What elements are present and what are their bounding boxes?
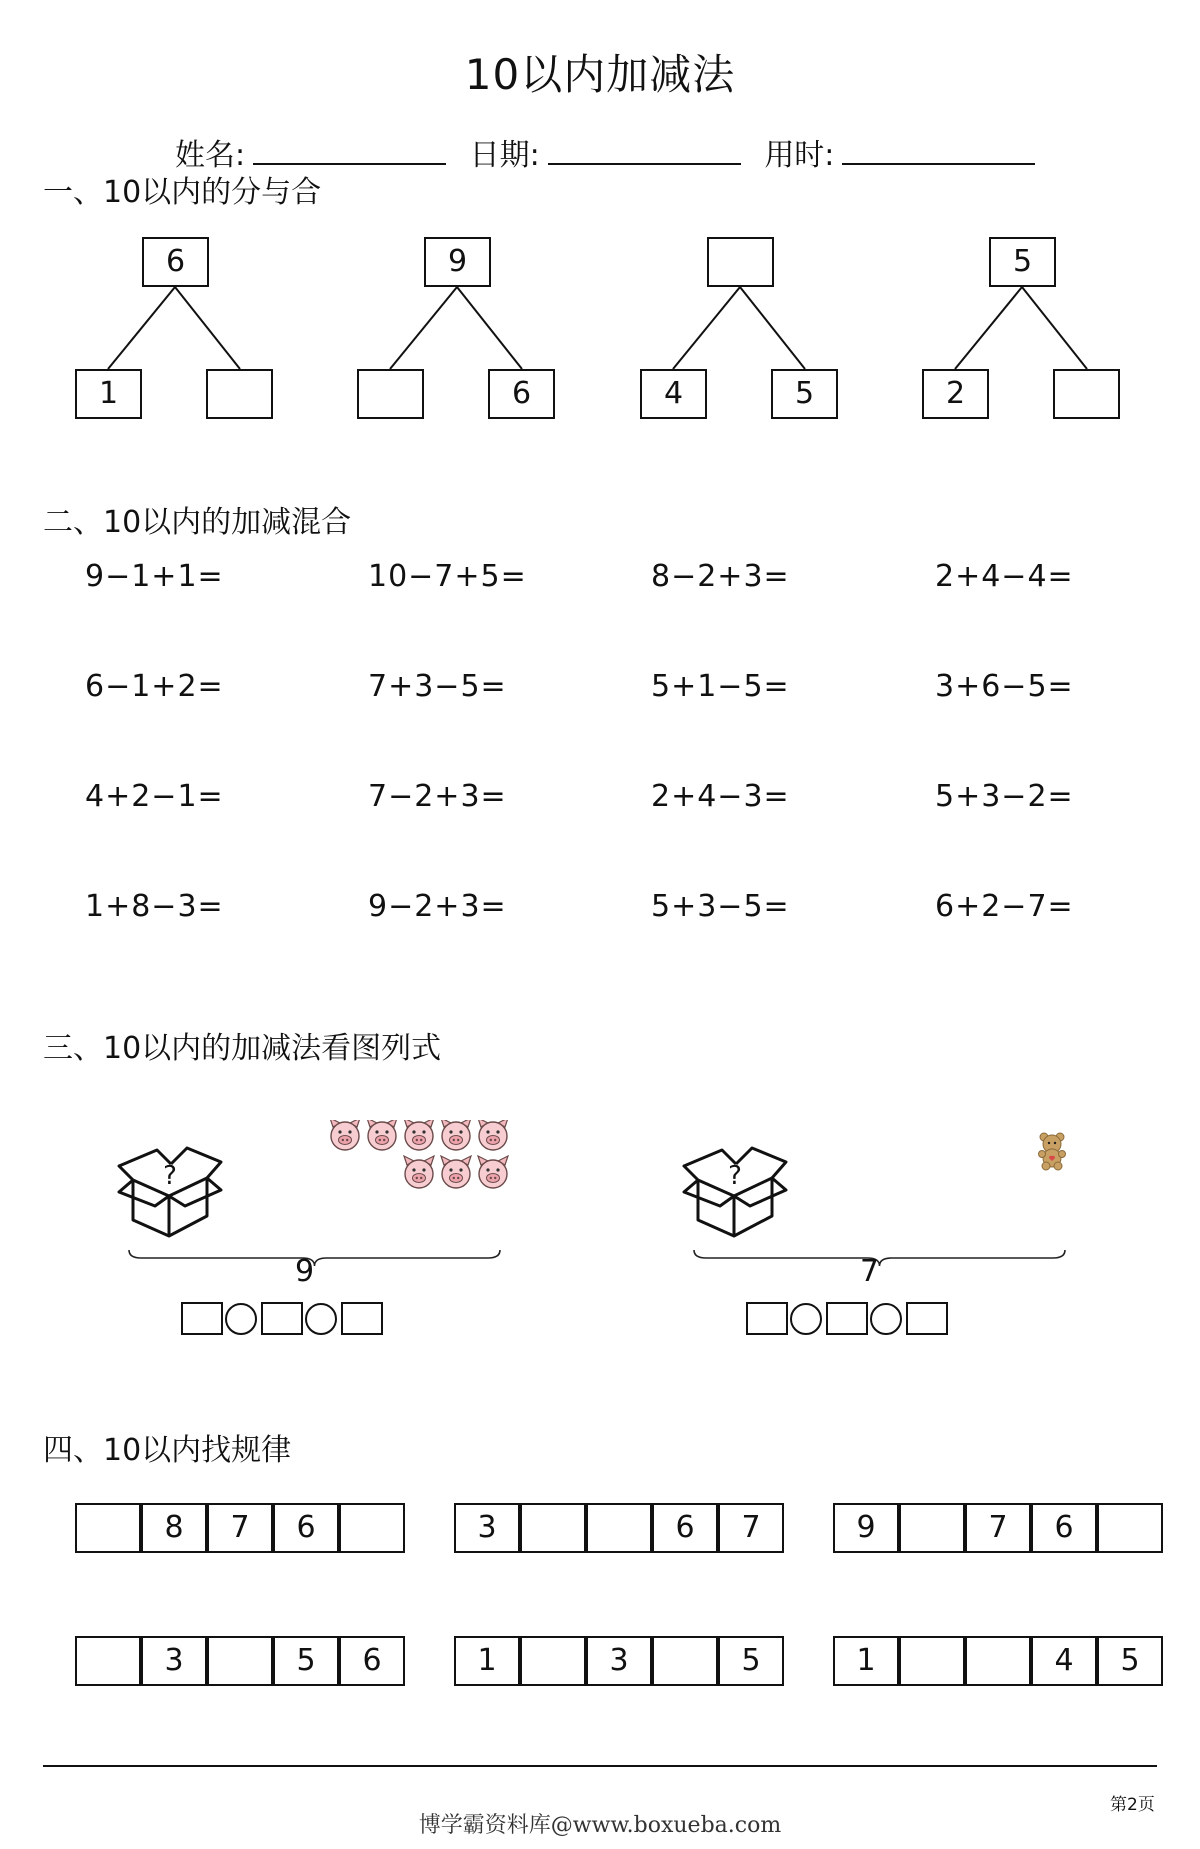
bond-right-box: 6 — [488, 369, 555, 419]
equation: 10−7+5= — [368, 559, 527, 594]
pattern-blank-cell[interactable] — [1097, 1503, 1163, 1553]
bond-right-box[interactable] — [206, 369, 273, 419]
pig-icon — [441, 1156, 471, 1188]
section-3-title: 三、10以内的加减法看图列式 — [43, 1031, 442, 1066]
watermark: 博学霸资料库@www.boxueba.com — [418, 1813, 782, 1838]
equation: 9−1+1= — [85, 559, 224, 594]
pattern-number-cell: 6 — [339, 1636, 405, 1686]
bond-left-box: 1 — [75, 369, 142, 419]
answer-number-box[interactable] — [746, 1302, 788, 1335]
mystery-box-icon — [119, 1148, 221, 1236]
equation: 5+3−2= — [935, 779, 1074, 814]
equation: 9−2+3= — [368, 889, 507, 924]
pattern-number-cell: 7 — [207, 1503, 273, 1553]
pattern-number-cell: 5 — [273, 1636, 339, 1686]
page-number: 第2页 — [1110, 1795, 1155, 1815]
mystery-box-icon — [684, 1148, 786, 1236]
brace — [694, 1250, 1065, 1266]
equation: 5+1−5= — [651, 669, 790, 704]
answer-number-box[interactable] — [341, 1302, 383, 1335]
pattern-row — [833, 1636, 1165, 1686]
pattern-row — [75, 1503, 407, 1553]
pattern-number-cell: 6 — [652, 1503, 718, 1553]
pattern-row — [833, 1503, 1165, 1553]
pattern-row — [454, 1503, 786, 1553]
pattern-blank-cell[interactable] — [520, 1503, 586, 1553]
equation: 7−2+3= — [368, 779, 507, 814]
pattern-blank-cell[interactable] — [75, 1503, 141, 1553]
answer-slots — [181, 1302, 401, 1336]
pig-icon — [441, 1120, 471, 1150]
section-2-title: 二、10以内的加减混合 — [43, 505, 352, 540]
equation: 7+3−5= — [368, 669, 507, 704]
number-bond — [357, 237, 557, 427]
number-bond — [640, 237, 840, 427]
name-label: 姓名: — [175, 138, 246, 173]
pattern-blank-cell[interactable] — [652, 1636, 718, 1686]
pattern-number-cell: 5 — [718, 1636, 784, 1686]
picture-problem — [105, 1120, 525, 1350]
brace — [129, 1250, 500, 1266]
answer-operator-circle[interactable] — [790, 1303, 822, 1335]
total-number: 9 — [295, 1254, 315, 1289]
pattern-number-cell: 7 — [965, 1503, 1031, 1553]
pattern-blank-cell[interactable] — [586, 1503, 652, 1553]
pattern-number-cell: 3 — [141, 1636, 207, 1686]
worksheet-title: 10以内加减法 — [464, 50, 736, 99]
bond-right-box[interactable] — [1053, 369, 1120, 419]
equation: 3+6−5= — [935, 669, 1074, 704]
date-blank[interactable] — [548, 139, 741, 165]
answer-number-box[interactable] — [261, 1302, 303, 1335]
bond-top-box[interactable] — [707, 237, 774, 287]
pig-icon — [478, 1120, 508, 1150]
bond-left-box[interactable] — [357, 369, 424, 419]
date-label: 日期: — [469, 138, 540, 173]
teddy-bear-icon — [1039, 1133, 1066, 1170]
pattern-number-cell: 9 — [833, 1503, 899, 1553]
bond-left-box: 4 — [640, 369, 707, 419]
pattern-blank-cell[interactable] — [207, 1636, 273, 1686]
pattern-blank-cell[interactable] — [520, 1636, 586, 1686]
answer-operator-circle[interactable] — [305, 1303, 337, 1335]
equation: 8−2+3= — [651, 559, 790, 594]
pattern-number-cell: 7 — [718, 1503, 784, 1553]
footer-divider — [43, 1765, 1157, 1767]
pattern-number-cell: 8 — [141, 1503, 207, 1553]
pattern-row — [454, 1636, 786, 1686]
pattern-number-cell: 1 — [833, 1636, 899, 1686]
bond-right-box: 5 — [771, 369, 838, 419]
pattern-number-cell: 3 — [586, 1636, 652, 1686]
answer-operator-circle[interactable] — [870, 1303, 902, 1335]
pattern-blank-cell[interactable] — [899, 1503, 965, 1553]
pattern-number-cell: 1 — [454, 1636, 520, 1686]
pattern-blank-cell[interactable] — [339, 1503, 405, 1553]
answer-slots — [746, 1302, 966, 1336]
pattern-blank-cell[interactable] — [75, 1636, 141, 1686]
section-4-title: 四、10以内找规律 — [43, 1433, 292, 1468]
bond-top-box: 9 — [424, 237, 491, 287]
answer-operator-circle[interactable] — [225, 1303, 257, 1335]
question-mark: ? — [728, 1161, 742, 1191]
name-blank[interactable] — [253, 139, 446, 165]
equation: 6+2−7= — [935, 889, 1074, 924]
question-mark: ? — [163, 1161, 177, 1191]
pattern-blank-cell[interactable] — [965, 1636, 1031, 1686]
total-number: 7 — [860, 1254, 880, 1289]
answer-number-box[interactable] — [826, 1302, 868, 1335]
pig-icon — [404, 1156, 434, 1188]
pattern-number-cell: 3 — [454, 1503, 520, 1553]
equation: 6−1+2= — [85, 669, 224, 704]
equation: 2+4−3= — [651, 779, 790, 814]
time-blank[interactable] — [842, 139, 1035, 165]
answer-number-box[interactable] — [906, 1302, 948, 1335]
equation: 4+2−1= — [85, 779, 224, 814]
pattern-number-cell: 5 — [1097, 1636, 1163, 1686]
pig-icon — [404, 1120, 434, 1150]
equation: 2+4−4= — [935, 559, 1074, 594]
pattern-blank-cell[interactable] — [899, 1636, 965, 1686]
pattern-row — [75, 1636, 407, 1686]
number-bond — [75, 237, 275, 427]
section-1-title: 一、10以内的分与合 — [43, 175, 322, 210]
pig-icon — [367, 1120, 397, 1150]
picture-problem — [670, 1120, 1090, 1350]
number-bond — [922, 237, 1122, 427]
bond-left-box: 2 — [922, 369, 989, 419]
equation: 1+8−3= — [85, 889, 224, 924]
time-label: 用时: — [764, 138, 835, 173]
bond-top-box: 5 — [989, 237, 1056, 287]
answer-number-box[interactable] — [181, 1302, 223, 1335]
pig-icon — [330, 1120, 360, 1150]
pattern-number-cell: 4 — [1031, 1636, 1097, 1686]
bond-top-box: 6 — [142, 237, 209, 287]
equation: 5+3−5= — [651, 889, 790, 924]
pattern-number-cell: 6 — [1031, 1503, 1097, 1553]
pattern-number-cell: 6 — [273, 1503, 339, 1553]
pig-icon — [478, 1156, 508, 1188]
